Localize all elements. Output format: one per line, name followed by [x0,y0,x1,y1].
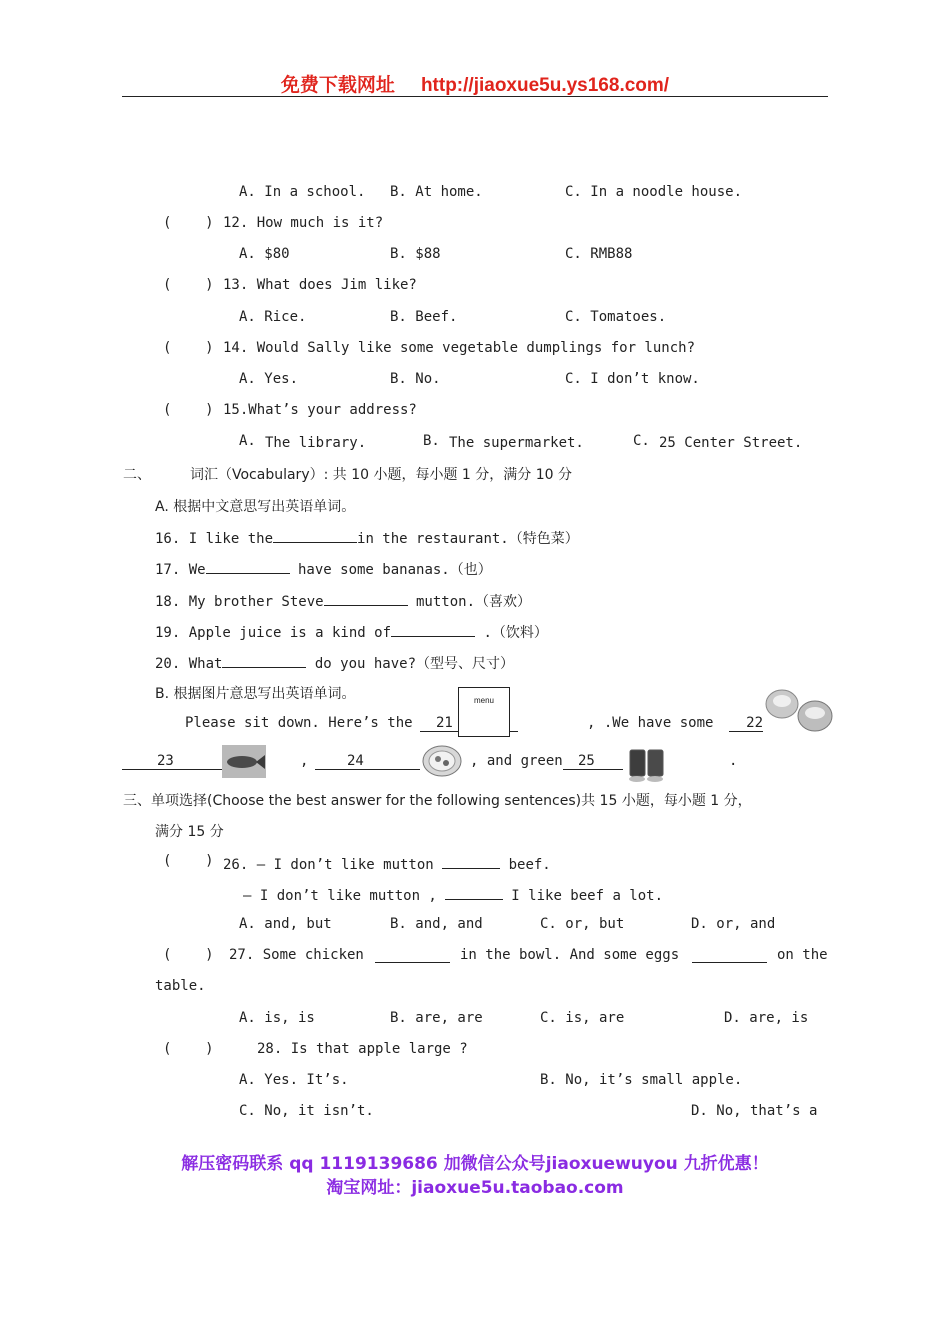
q27-option-c: C. is, are [540,1010,625,1026]
q26-line1-end: beef. [500,857,551,873]
footer-qq: qq 1119139686 [289,1154,438,1174]
q15-stem: 15.What’s your address? [223,402,417,418]
section3-title-cont: 满分 15 分 [155,824,224,840]
q26-option-a: A. and, but [239,916,332,932]
footer-line1 [0,1149,950,1174]
footer-password-label: 解压密码联系 [181,1154,284,1174]
q16-pre: 16. I like the [155,531,274,547]
part-b-line1-pre: Please sit down. Here’s the [185,715,413,731]
q20 [155,652,514,673]
q15-option-b-letter: B. [423,433,440,449]
blank-23[interactable]: 23 [122,753,222,770]
q14-option-a: A. Yes. [239,371,299,387]
comma-1: , [300,753,309,769]
q12-option-c: C. RMB88 [565,246,633,262]
q17-blank[interactable] [206,558,290,574]
q13-option-c: C. Tomatoes. [565,309,667,325]
blank-25[interactable]: 25 [563,753,623,770]
q17-pre: 17. We [155,562,206,578]
q12-option-a: A. $80 [239,246,290,262]
q20-blank[interactable] [222,652,306,668]
q26-blank-1[interactable] [442,853,500,869]
q26-option-b: B. and, and [390,916,483,932]
footer-wechat-id: jiaoxuewuyou [545,1154,678,1174]
q16-blank[interactable] [273,527,357,543]
footer-taobao-label: 淘宝网址： [326,1178,412,1198]
blank-21[interactable]: 21 [420,715,518,732]
q12-paren: ( ) [163,215,214,231]
q11-option-c: C. In a noodle house. [565,184,743,200]
q12-option-b: B. $88 [390,246,441,262]
q15-paren: ( ) [163,402,214,418]
q14-option-c: C. I don’t know. [565,371,700,387]
q18-blank[interactable] [324,590,408,606]
q27-mid: in the bowl. And some eggs [460,947,680,963]
q27-pre: 27. Some chicken [229,947,364,963]
q26-line2 [243,884,663,904]
q11-option-b: B. At home. [390,184,483,200]
header-label: 免费下载网址 [280,75,395,96]
q28-paren: ( ) [163,1041,214,1057]
q20-pre: 20. What [155,656,223,672]
q16-post: in the restaurant.（特色菜） [357,531,579,547]
q27-cont: table. [155,978,206,994]
q17-post: have some bananas.（也） [289,562,492,578]
dumplings-icon [760,685,838,735]
q13-paren: ( ) [163,277,214,293]
header-divider [122,96,828,97]
q15-option-a-letter: A. [239,433,256,449]
q27-option-b: B. are, are [390,1010,483,1026]
section2-title: 词汇（Vocabulary）: 共 10 小题，每小题 1 分，满分 10 分 [190,467,573,483]
q11-option-a: A. In a school. [239,184,366,200]
q27-blank-1[interactable] [375,947,450,963]
q26-line2-text: – I don’t like mutton , [243,888,437,904]
q27-option-a: A. is, is [239,1010,315,1026]
q17 [155,558,492,579]
q19-post: .（饮料） [475,625,548,641]
q26-line1-text: 26. – I don’t like mutton [223,857,443,873]
menu-picture [458,687,510,737]
footer-line2 [0,1173,950,1198]
section3-title: 三、单项选择(Choose the best answer for the following sentences)共 15 小题，每小题 1 分， [123,793,752,809]
q14-stem: 14. Would Sally like some vegetable dumplings for lunch? [223,340,696,356]
q14-option-b: B. No. [390,371,441,387]
q27-paren: ( ) [163,947,214,963]
q26-line1 [223,853,551,873]
footer-taobao-url[interactable]: jiaoxue5u.taobao.com [411,1178,624,1198]
part-b-title: B. 根据图片意思写出英语单词。 [155,686,356,702]
q13-option-a: A. Rice. [239,309,307,325]
q18 [155,590,531,611]
footer-wechat-label: 加微信公众号 [443,1154,546,1174]
and-green: , and green [470,753,563,769]
drinks-icon [625,742,669,784]
q27-blank-2[interactable] [692,947,767,963]
footer-discount: 九折优惠！ [683,1154,769,1174]
q16 [155,527,579,548]
q12-stem: 12. How much is it? [223,215,384,231]
header-url[interactable]: http://jiaoxue5u.ys168.com/ [420,75,670,96]
q26-blank-2[interactable] [445,884,503,900]
fish-icon [222,745,266,778]
q26-option-d: D. or, and [691,916,776,932]
q18-pre: 18. My brother Steve [155,594,324,610]
q28-option-d: D. No, that’s a [691,1103,818,1119]
q19-blank[interactable] [391,621,475,637]
q15-option-a: The library. [265,435,367,451]
q28-option-a: A. Yes. It’s. [239,1072,349,1088]
section2-number: 二、 [123,467,151,483]
q15-option-b: The supermarket. [449,435,584,451]
q18-post: mutton.（喜欢） [407,594,532,610]
q27-option-d: D. are, is [724,1010,809,1026]
q28-option-b: B. No, it’s small apple. [540,1072,743,1088]
part-b-period: . [729,753,738,769]
q28-stem: 28. Is that apple large ? [257,1041,468,1057]
q26-option-c: C. or, but [540,916,625,932]
part-b-line1-mid: , .We have some [587,715,714,731]
q28-option-c: C. No, it isn’t. [239,1103,374,1119]
header [0,70,950,97]
blank-24[interactable]: 24 [315,753,420,770]
q14-paren: ( ) [163,340,214,356]
q13-stem: 13. What does Jim like? [223,277,417,293]
blank-22[interactable]: 22 [729,715,763,732]
q15-option-c-letter: C. [633,433,650,449]
plate-of-food-icon [421,744,463,778]
q19-pre: 19. Apple juice is a kind of [155,625,392,641]
q15-option-c: 25 Center Street. [659,435,803,451]
q19 [155,621,548,642]
menu-label: menu [473,696,494,705]
q26-line2-end: I like beef a lot. [502,888,664,904]
part-a-title: A. 根据中文意思写出英语单词。 [155,499,356,515]
q26-paren: ( ) [163,853,214,869]
q13-option-b: B. Beef. [390,309,458,325]
q20-post: do you have?（型号、尺寸） [306,656,515,672]
q27-post: on the [777,947,828,963]
